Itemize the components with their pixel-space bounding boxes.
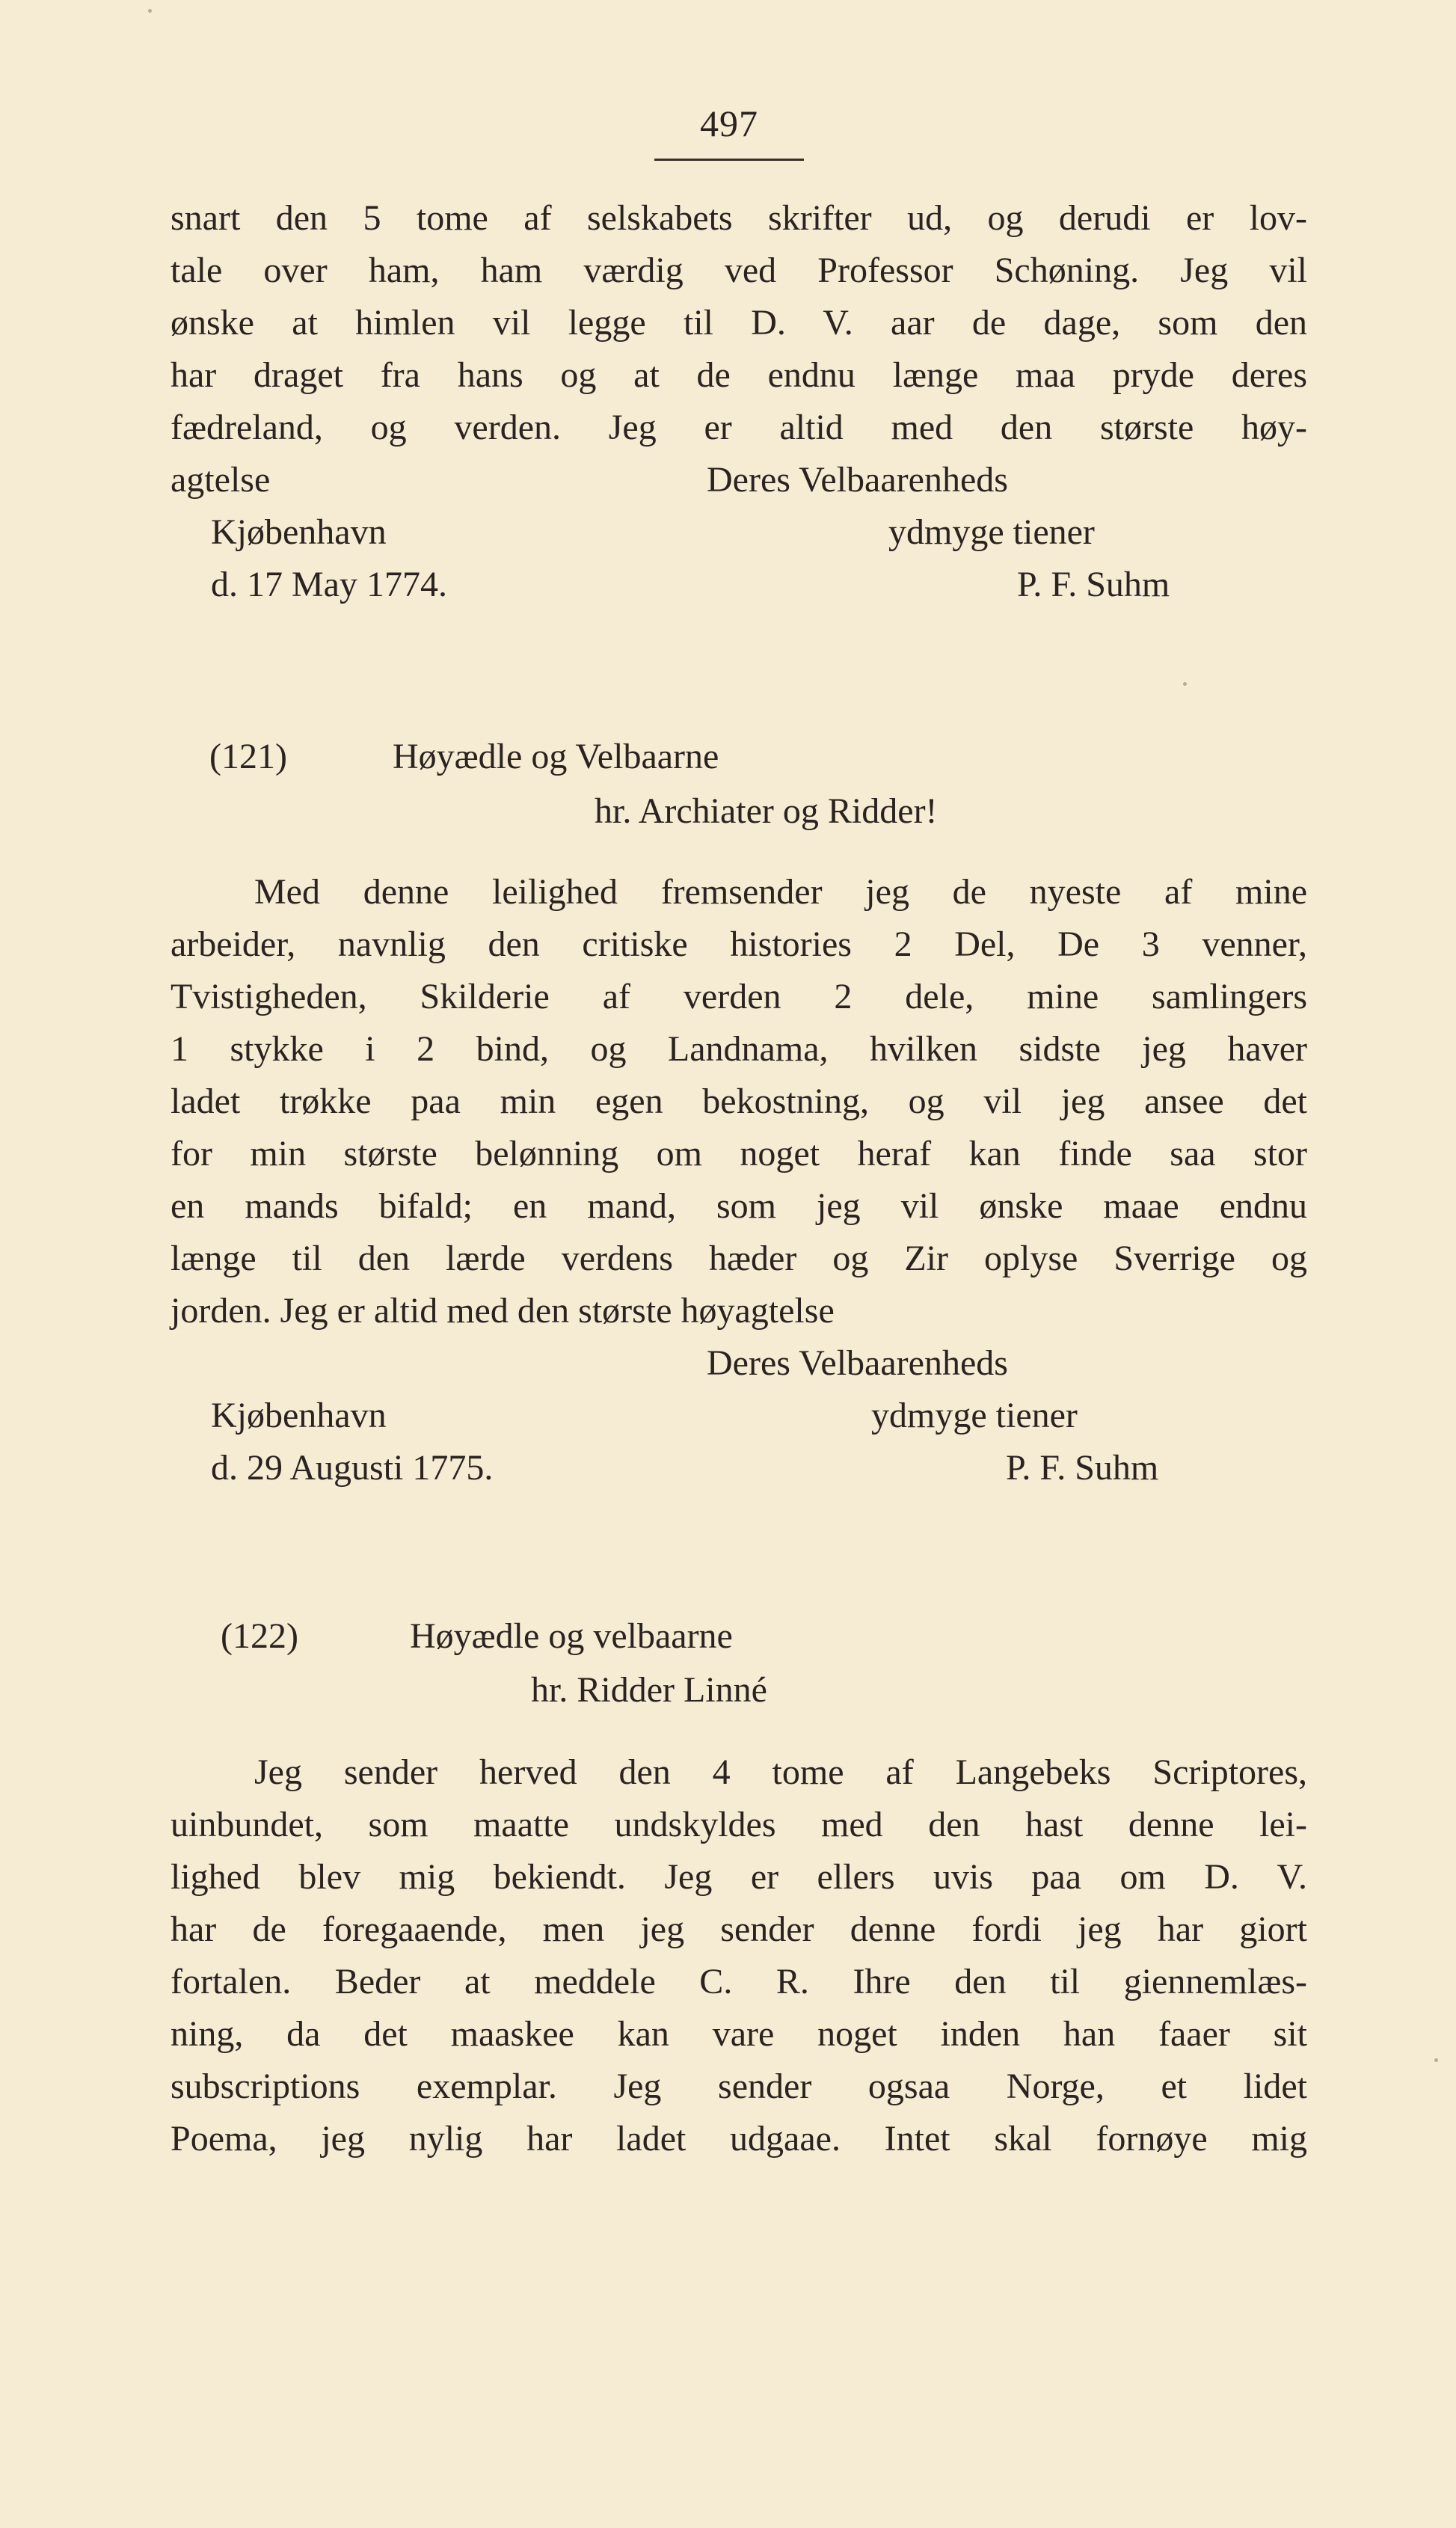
text-line: ønske at himlen vil legge til D. V. aar de dage, som den [171, 303, 1307, 343]
page-number-rule [654, 159, 804, 161]
text-line: ladet trøkke paa min egen bekostning, og vil jeg ansee det [171, 1082, 1307, 1121]
letter-date: d. 17 May 1774. [211, 565, 447, 604]
closing-word: agtelse [171, 460, 271, 500]
text-line: subscriptions exemplar. Jeg sender ogsaa Norge, et lidet [171, 2067, 1307, 2106]
servant-line: ydmyge tiener [888, 512, 1095, 552]
text-line: arbeider, navnlig den critiske histories 2 Del, De 3 venner, [171, 924, 1307, 964]
text-line: tale over ham, ham værdig ved Professor Schøning. Jeg vil [171, 251, 1307, 290]
text-line: jorden. Jeg er altid med den største høyagtelse [171, 1291, 835, 1331]
text-line: Tvistigheden, Skilderie af verden 2 dele, mine samlingers [171, 977, 1307, 1016]
paper-speck [148, 9, 152, 13]
text-line: fædreland, og verden. Jeg er altid med den største høy- [171, 408, 1307, 447]
text-line: Poema, jeg nylig har ladet udgaae. Intet skal fornøye mig [171, 2119, 1307, 2159]
text-line: Jeg sender herved den 4 tome af Langebeks Scriptores, [254, 1752, 1307, 1792]
text-line: fortalen. Beder at meddele C. R. Ihre den til giennemlæs- [171, 1962, 1307, 2001]
text-line: lighed blev mig bekiendt. Jeg er ellers uvis paa om D. V. [171, 1857, 1307, 1897]
closing-signoff: Deres Velbaarenheds [707, 1343, 1008, 1383]
paper-speck [1183, 682, 1187, 686]
text-line: Med denne leilighed fremsender jeg de nyeste af mine [254, 872, 1307, 912]
text-line: for min største belønning om noget heraf kan finde saa stor [171, 1134, 1307, 1174]
letter-place: Kjøbenhavn [211, 512, 387, 552]
salutation-line-2: hr. Archiater og Ridder! [595, 791, 938, 831]
letter-number: (122) [221, 1616, 298, 1656]
text-line: uinbundet, som maatte undskyldes med den hast denne lei- [171, 1805, 1307, 1844]
closing-signoff: Deres Velbaarenheds [707, 460, 1008, 500]
text-line: længe til den lærde verdens hæder og Zir oplyse Sverrige og [171, 1239, 1307, 1278]
text-line: 1 stykke i 2 bind, og Landnama, hvilken sidste jeg haver [171, 1029, 1307, 1069]
paper-speck [1434, 2058, 1438, 2062]
salutation-line-2: hr. Ridder Linné [531, 1670, 767, 1710]
salutation-line-1: Høyædle og Velbaarne [393, 737, 719, 776]
page-number: 497 [700, 102, 758, 144]
signature: P. F. Suhm [1006, 1448, 1159, 1488]
text-line: ning, da det maaskee kan vare noget inden han faaer sit [171, 2014, 1307, 2054]
signature: P. F. Suhm [1017, 565, 1170, 604]
text-line: har draget fra hans og at de endnu længe maa pryde deres [171, 355, 1307, 395]
text-line: en mands bifald; en mand, som jeg vil ønske maae endnu [171, 1186, 1307, 1226]
text-line: snart den 5 tome af selskabets skrifter ud, og derudi er lov- [171, 198, 1307, 238]
text-line: har de foregaaende, men jeg sender denne fordi jeg har giort [171, 1909, 1307, 1949]
letter-place: Kjøbenhavn [211, 1396, 387, 1435]
salutation-line-1: Høyædle og velbaarne [410, 1616, 733, 1656]
letter-date: d. 29 Augusti 1775. [211, 1448, 494, 1488]
servant-line: ydmyge tiener [871, 1396, 1078, 1435]
letter-number: (121) [209, 737, 287, 776]
